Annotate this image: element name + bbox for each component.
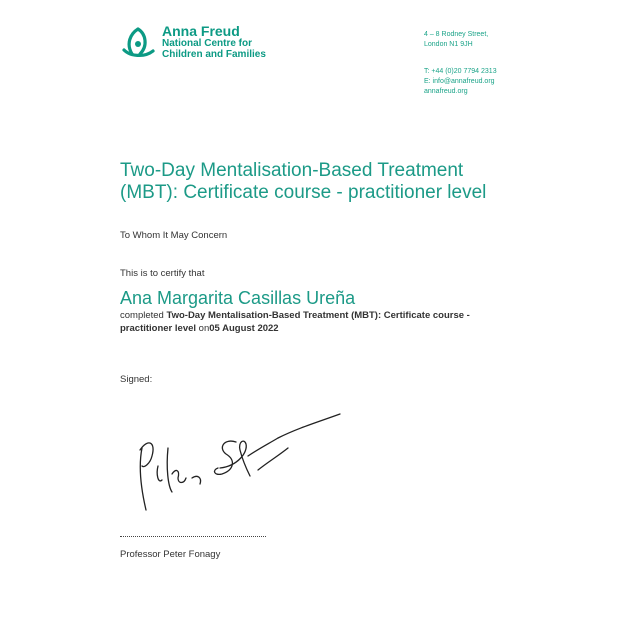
completion-statement [120, 309, 520, 335]
address-line2: London N1 9JH [424, 41, 473, 48]
certificate-title: Two-Day Mentalisation-Based Treatment (MBT): Certificate course - practitioner level [120, 160, 487, 203]
signature-line [120, 536, 266, 537]
handwritten-signature [128, 408, 348, 518]
signed-label: Signed: [120, 374, 153, 385]
contact-info [424, 30, 544, 97]
email-address: E: info@annafreud.org [424, 78, 495, 85]
org-name [162, 24, 322, 60]
salutation: To Whom It May Concern [120, 230, 228, 241]
date-prefix: on [196, 323, 210, 334]
course-name: Two-Day Mentalisation-Based Treatment (MBT): Certificate course - practitioner level [120, 310, 470, 334]
address-line1: 4 – 8 Rodney Street, [424, 31, 489, 38]
completion-date: 05 August 2022 [209, 323, 279, 334]
org-name-line3: Children and Families [162, 49, 266, 60]
certify-text: This is to certify that [120, 268, 205, 279]
triquetra-logo-icon [120, 26, 156, 60]
org-name-line1: Anna Freud [162, 23, 240, 39]
recipient-name: Ana Margarita Casillas Ureña [120, 288, 356, 308]
phone-number: T: +44 (0)20 7794 2313 [424, 68, 497, 75]
website-link[interactable]: annafreud.org [424, 88, 468, 95]
org-name-line2: National Centre for [162, 38, 253, 49]
completed-prefix: completed [120, 310, 167, 321]
signer-name: Professor Peter Fonagy [120, 549, 221, 560]
